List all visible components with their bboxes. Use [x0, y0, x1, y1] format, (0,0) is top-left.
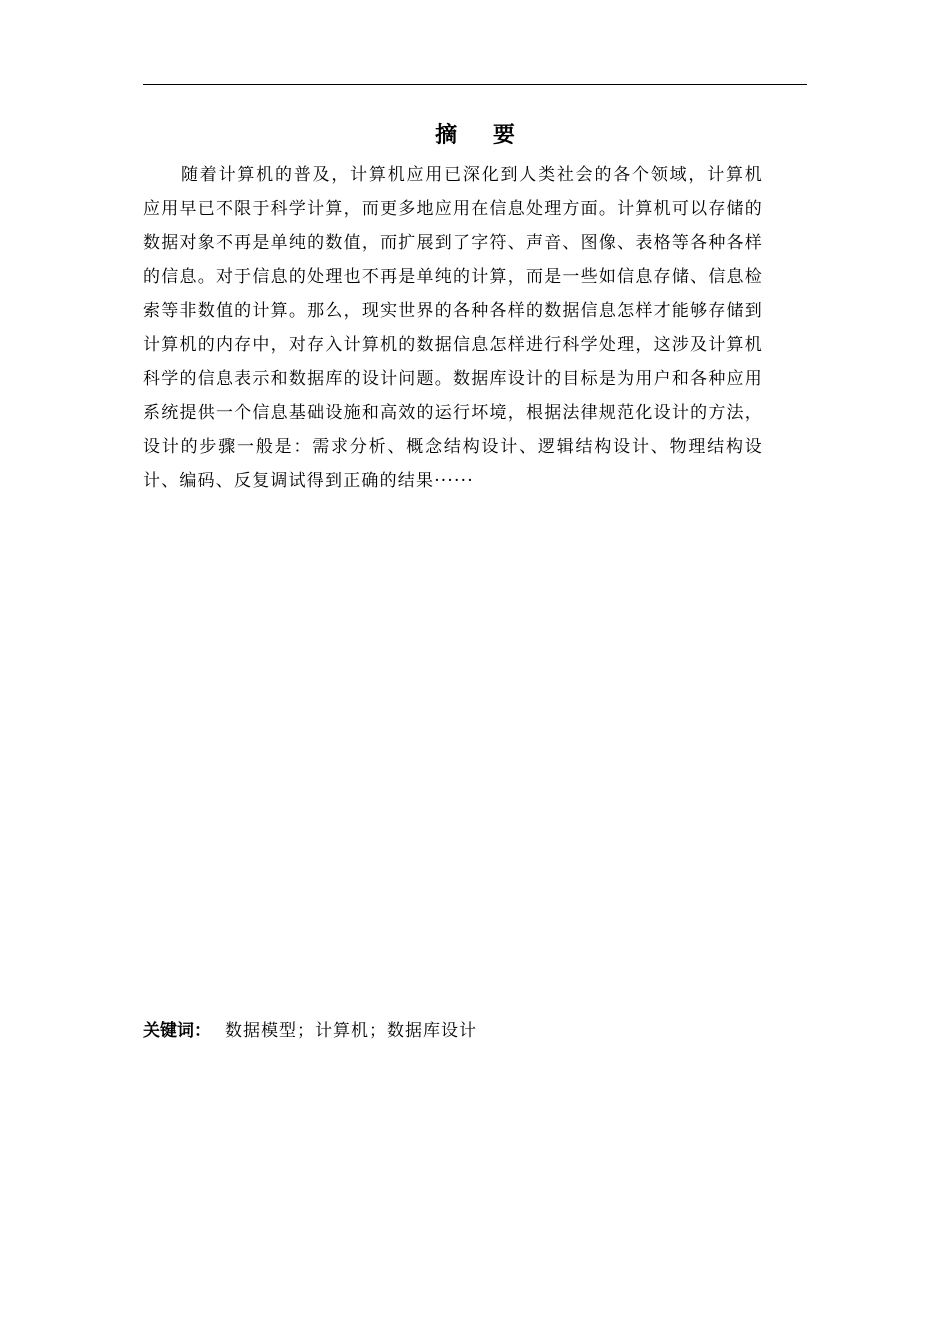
keywords-values: 数据模型；计算机；数据库设计	[225, 1021, 477, 1041]
abstract-title: 摘 要	[435, 123, 529, 148]
header-rule	[143, 84, 807, 85]
keywords-line	[143, 1016, 763, 1046]
keywords-label: 关键词：	[143, 1021, 211, 1041]
abstract-body: 随着计算机的普及，计算机应用已深化到人类社会的各个领域，计算机应用早已不限于科学计算，而更多地应用在信息处理方面。计算机可以存储的数据对象不再是单纯的数值，而扩展到了字符、声音、图像、表格等各种各样的信息。对于信息的处理也不再是单纯的计算，而是一些如信息存储、信息检索等非数值的计算。那么，现实世界的各种各样的数据信息怎样才能够存储到计算机的内存中，对存入计算机的数据信息怎样进行科学处理，这涉及计算机科学的信息表示和数据库的设计问题。数据库设计的目标是为用户和各种应用系统提供一个信息基础设施和高效的运行坏境，根据法律规范化设计的方法，设计的步骤一般是：需求分析、概念结构设计、逻辑结构设计、物理结构设计、编码、反复调试得到正确的结果······	[143, 165, 763, 491]
